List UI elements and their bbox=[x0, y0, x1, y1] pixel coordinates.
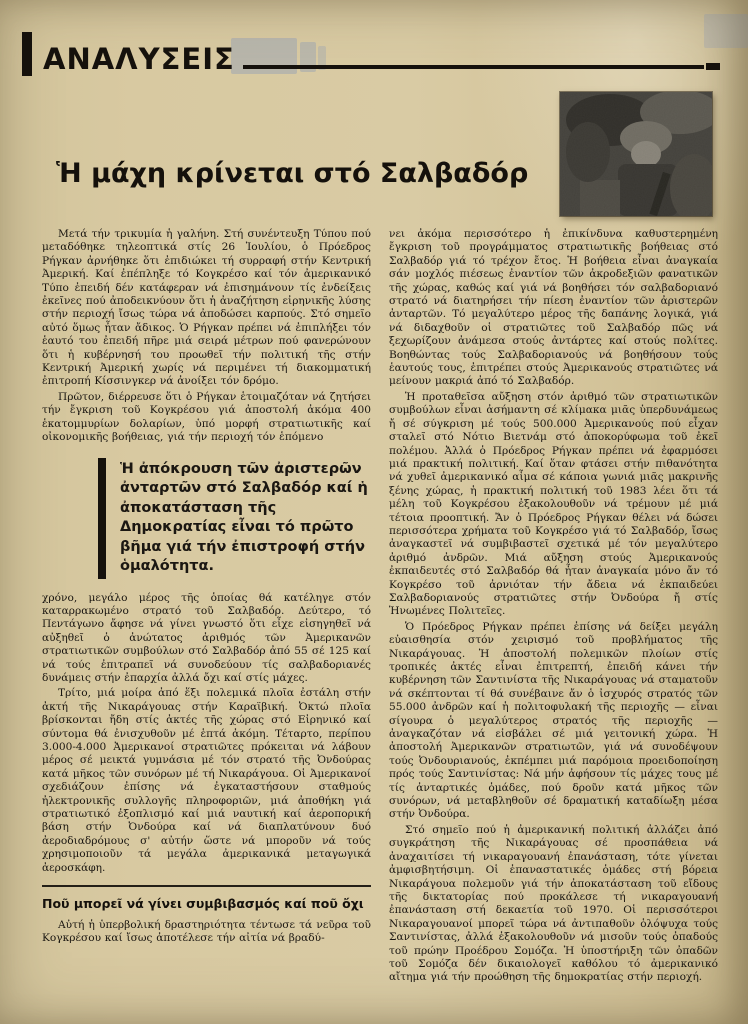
section-bar bbox=[22, 32, 32, 76]
paragraph: Τρίτο, μιά μοίρα ἀπό ἕξι πολεμικά πλοῖα ἐστάλη στήν ἀκτή τῆς Νικαράγουας στήν Καραϊβική. Ὀκτώ πλοῖα βρίσκονται ἤδη στίς ἀκτές τῆς χώρας στό Εἰρηνικό καί σύντομα θά ἐνισχυθοῦν μέ ἑπτά ἀκόμη. Τέταρτο, περίπου 3.000-4.000 Ἀμερικανοί στρατιῶτες πρόκειται νά λάβουν μέρος σέ μεικτά γυμνάσια μέ τόν στρατό τῆς Ὀνδούρας κατά μῆκος τῶν συνόρων μέ τή Νικαράγουα. Οἱ Ἀμερικανοί σχεδιάζουν ἐπίσης νά ἐγκαταστήσουν σταθμούς ἠλεκτρονικῆς συλλογῆς πληροφοριῶν, μιά ἀποθήκη γιά στρατιωτικό ἐξοπλισμό καί μιά ναυτική καί ἀεροπορική βάση στήν Ὀνδούρα καί νά διαπλατύνουν δυό ἀεροδιαδρόμους σ' αὐτήν ὥστε νά μποροῦν νά τούς χρησιμοποιοῦν τά μεγάλα ἀμερικανικά μεταγωγικά ἀεροσκάφη. bbox=[42, 687, 371, 874]
column-left bbox=[42, 228, 371, 1012]
paragraph: Ἡ προταθεῖσα αὔξηση στόν ἀριθμό τῶν στρατιωτικῶν συμβούλων εἶναι ἀσήμαντη σέ κλίμακα μιᾶς ὑπερδυνάμεως ἤ σέ σύγκριση μέ τούς 500.000 Ἀμερικανούς πού εἶχαν σταλεῖ στό Νότιο Βιετνάμ στό ἀποκορύφωμα τοῦ ἐκεῖ πολέμου. Ἀλλά ὁ Πρόεδρος Ρήγκαν πρέπει νά ἐφαρμόσει μιά πρακτική πολιτική. Καί ὅταν φτάσει στήν πιθανότητα νά χυθεῖ ἀμερικανικό αἷμα σέ κάποια γωνιά μιᾶς μακρινῆς ξένης χώρας, ἡ πρακτική πολιτική τοῦ 1983 λέει ὅτι τά μέλη τοῦ Κογκρέσου ἐξακολουθοῦν νά τρέμουν μέ μιά τέτοια προοπτική. Ἄν ὁ Πρόεδρος Ρήγκαν θέλει νά δώσει περισσότερα χρήματα τοῦ Κογκρέσο γιά τό Σαλβαδόρ, ἴσως ἀναγκαστεῖ νά συμβιβαστεῖ σχετικά μέ τόν μεγαλύτερο ἀριθμό ἀνδρῶν. Μιά αὔξηση στούς Ἀμερικανούς ἐκπαιδευτές στό Σαλβαδόρ θά ἦταν ἀναγκαία μόνο ἄν τό Κογκρέσο τοῦ ἀρνιόταν τήν ἄδεια νά ἐκπαιδεύει Σαλβαδοριανούς στρατιῶτες στήν Ὀνδούρα ἤ στίς Ἡνωμένες Πολιτεῖες. bbox=[389, 390, 718, 618]
section-header bbox=[22, 32, 720, 76]
paragraph: Μετά τήν τρικυμία ἡ γαλήνη. Στή συνέντευξη Τύπου πού μεταδόθηκε τηλεοπτικά στίς 26 Ἰουλίου, ὁ Πρόεδρος Ρήγκαν ἀρνήθηκε ὅτι ἐπιδιώκει τή συρραφή στήν Κεντρική Ἀμερική. Καί ἐπέπληξε τό Κογκρέσο καί τόν ἀμερικανικό Τύπο ἐπειδή δέν κατάφεραν νά ἐπισημάνουν τίς ἐνδείξεις ἐκεῖνες πού ἀποδεικνύουν ὅτι ἡ ἀναζήτηση εἰρηνικῆς λύσης στήν περιοχή ἴσως τώρα νά ἀποδώσει καρπούς. Στό σημεῖο αὐτό ὅμως ἦταν ἄδικος. Ὁ Ρήγκαν πρέπει νά ἐπιπλήξει τόν ἑαυτό του ἐπειδή πῆρε μιά σειρά μέτρων πού φανερώνουν ὅτι ἡ κυβέρνησή του προωθεῖ τήν πολιτική τῆς στήν Κεντρική Ἀμερική χωρίς νά περιμένει τή διακομματική ἐπιτροπή Κίσσινγκερ νά ἀνοίξει τόν δρόμο. bbox=[42, 228, 371, 388]
pull-quote-text: Ἡ ἀπόκρουση τῶν ἀριστερῶν ἀνταρτῶν στό Σαλβαδόρ καί ἡ ἀποκατάσταση τῆς Δημοκρατίας εἶναι τό πρῶτο βῆμα γιά τήν ἐπιστροφή στήν ὁμαλότητα. bbox=[120, 460, 368, 574]
paragraph: νει ἀκόμα περισσότερο ἡ ἐπικίνδυνα καθυστερημένη ἔγκριση τοῦ προγράμματος στρατιωτικῆς βοήθειας στό Σαλβαδόρ γιά τό τρέχον ἔτος. Ἡ βοήθεια εἶναι ἀναγκαία σάν μοχλός πιέσεως ἐναντίον τῶν ἀκροδεξιῶν φανατικῶν τῆς χώρας, καθώς καί γιά νά βοηθήσει τόν σαλβαδοριανό στρατό νά διατηρήσει τήν πίεση ἐναντίον τῶν ἀριστερῶν ἀνταρτῶν. Τό μεγαλύτερο μέρος τῆς δαπάνης λογικά, γιά νά διδαχθοῦν οἱ στρατιῶτες τοῦ Σαλβαδόρ πῶς νά ξεχωρίζουν ἀνάμεσα στούς ἀντάρτες καί στούς πολίτες. Βοηθώντας τούς Σαλβαδοριανούς νά βοηθήσουν τούς ἑαυτούς τους, ἐπιτρέπει στούς Ἀμερικανούς στρατιῶτες νά μείνουν μακριά ἀπό τό Σαλβαδόρ. bbox=[389, 228, 718, 388]
paragraph: Ὁ Πρόεδρος Ρήγκαν πρέπει ἐπίσης νά δείξει μεγάλη εὐαισθησία στόν χειρισμό τοῦ προβλήματος τῆς Νικαράγουας. Ἡ ἀποστολή πολεμικῶν πλοίων στίς τροπικές ἀκτές εἶναι ἐπιτρεπτή, ἐπειδή κάνει τήν κυβέρνηση τῶν Σαντινίστα τῆς Νικαράγουας νά σταματοῦν νά σκέπτονται τί θά συνέβαινε ἄν ὁ ἰσχυρός στρατός τῶν 55.000 ἀνδρῶν καί ἡ πολιτοφυλακή τῆς περιοχῆς — εἶναι σίγουρα ὁ μεγαλύτερος στρατός τῆς περιοχῆς — ἀναγκαζόταν νά εἰσβάλει σέ μιά γειτονική χώρα. Ἡ ἀποστολή Ἀμερικανῶν στρατιωτῶν, γιά νά συνοδέψουν τούς Ὀνδουριανούς, ἐκπέμπει μιά παρόμοια προειδοποίηση πρός τούς Σαντινίστας: Νά μήν ἀφήσουν τίς μάχες τους μέ τίς ἀνταρτικές ὁμάδες, πού δροῦν κατά μῆκος τῶν συνόρων, νά μεταβληθοῦν σέ δραματική καταδίωξη μέσα στήν Ὀνδούρα. bbox=[389, 620, 718, 821]
column-right bbox=[389, 228, 718, 1012]
article-title: Ἡ μάχη κρίνεται στό Σαλβαδόρ bbox=[56, 158, 529, 189]
pull-quote bbox=[98, 458, 371, 579]
section-label: ΑΝΑΛΥΣΕΙΣ bbox=[43, 42, 235, 76]
paragraph: Πρῶτον, διέρρευσε ὅτι ὁ Ρήγκαν ἑτοιμαζόταν νά ζητήσει τήν ἔγκριση τοῦ Κογκρέσου γιά ἀποστολή ἀκόμα 400 ἑκατομμυρίων δολαρίων, ὑπό μορφή στρατιωτικῆς καί οἰκονομικῆς βοήθειας, γιά τήν περιοχή τόν ἑπόμενο bbox=[42, 390, 371, 444]
header-rule bbox=[243, 65, 704, 69]
paragraph: χρόνο, μεγάλο μέρος τῆς ὁποίας θά κατέληγε στόν καταρρακωμένο στρατό τοῦ Σαλβαδόρ. Δεύτερο, τό Πεντάγωνο ἄφησε νά γίνει γνωστό ὅτι εἶχε εἰσηγηθεῖ νά αὐξηθεῖ ὁ ἀνώτατος ἀριθμός τῶν Ἀμερικανῶν στρατιωτικῶν συμβούλων στό Σαλβαδόρ ἀπό 55 σέ 125 καί νά τούς ἐπιτραπεῖ νά συνοδεύουν τίς σαλβαδοριανές δυνάμεις στήν ἐπαρχία ἀλλά ὄχι καί στίς μάχες. bbox=[42, 591, 371, 684]
header-rule-tip bbox=[706, 63, 720, 70]
subheading: Ποῦ μπορεῖ νά γίνει συμβιβασμός καί ποῦ ὄχι bbox=[42, 885, 371, 911]
soldier-photo bbox=[560, 92, 712, 216]
paragraph: Αὐτή ἡ ὑπερβολική δραστηριότητα τέντωσε τά νεῦρα τοῦ Κογκρέσου καί ἴσως ἀποτέλεσε τήν αἰτία νά βραδύ- bbox=[42, 919, 371, 945]
paragraph: Στό σημεῖο πού ἡ ἀμερικανική πολιτική ἀλλάζει ἀπό συγκράτηση τῆς Νικαράγουας σέ προσπάθεια νά ἀναχαιτίσει τή νικαραγουανή ἐπανάσταση, τότε γίνεται ἀμφισβητήσιμη. Οἱ ἐπαναστατικές ὁμάδες στή βόρεια Νικαράγουα πολεμοῦν γιά τήν ἀποκατάσταση τοῦ εἴδους τῆς δικτατορίας πού προκάλεσε τή νικαραγουανή ἐπανάσταση στή δεκαετία τοῦ 1970. Οἱ περισσότεροι Νικαραγουανοί μπορεῖ τώρα νά ἀντιπαθοῦν ὁλόψυχα τούς Σαντινίστας, ἀλλά ἐξακολουθοῦν νά μισοῦν τούς ὀπαδούς τοῦ πρώην Προέδρου Σομόζα. Ἡ ὑποστήριξη τῶν ὀπαδῶν τοῦ Σομόζα δέν δικαιολογεῖ καθόλου τό ἀμερικανικό αἴτημα γιά τήν προώθηση τῆς δημοκρατίας στήν περιοχή. bbox=[389, 823, 718, 984]
soldier-photo-art bbox=[560, 92, 712, 216]
article-body bbox=[42, 228, 718, 1012]
